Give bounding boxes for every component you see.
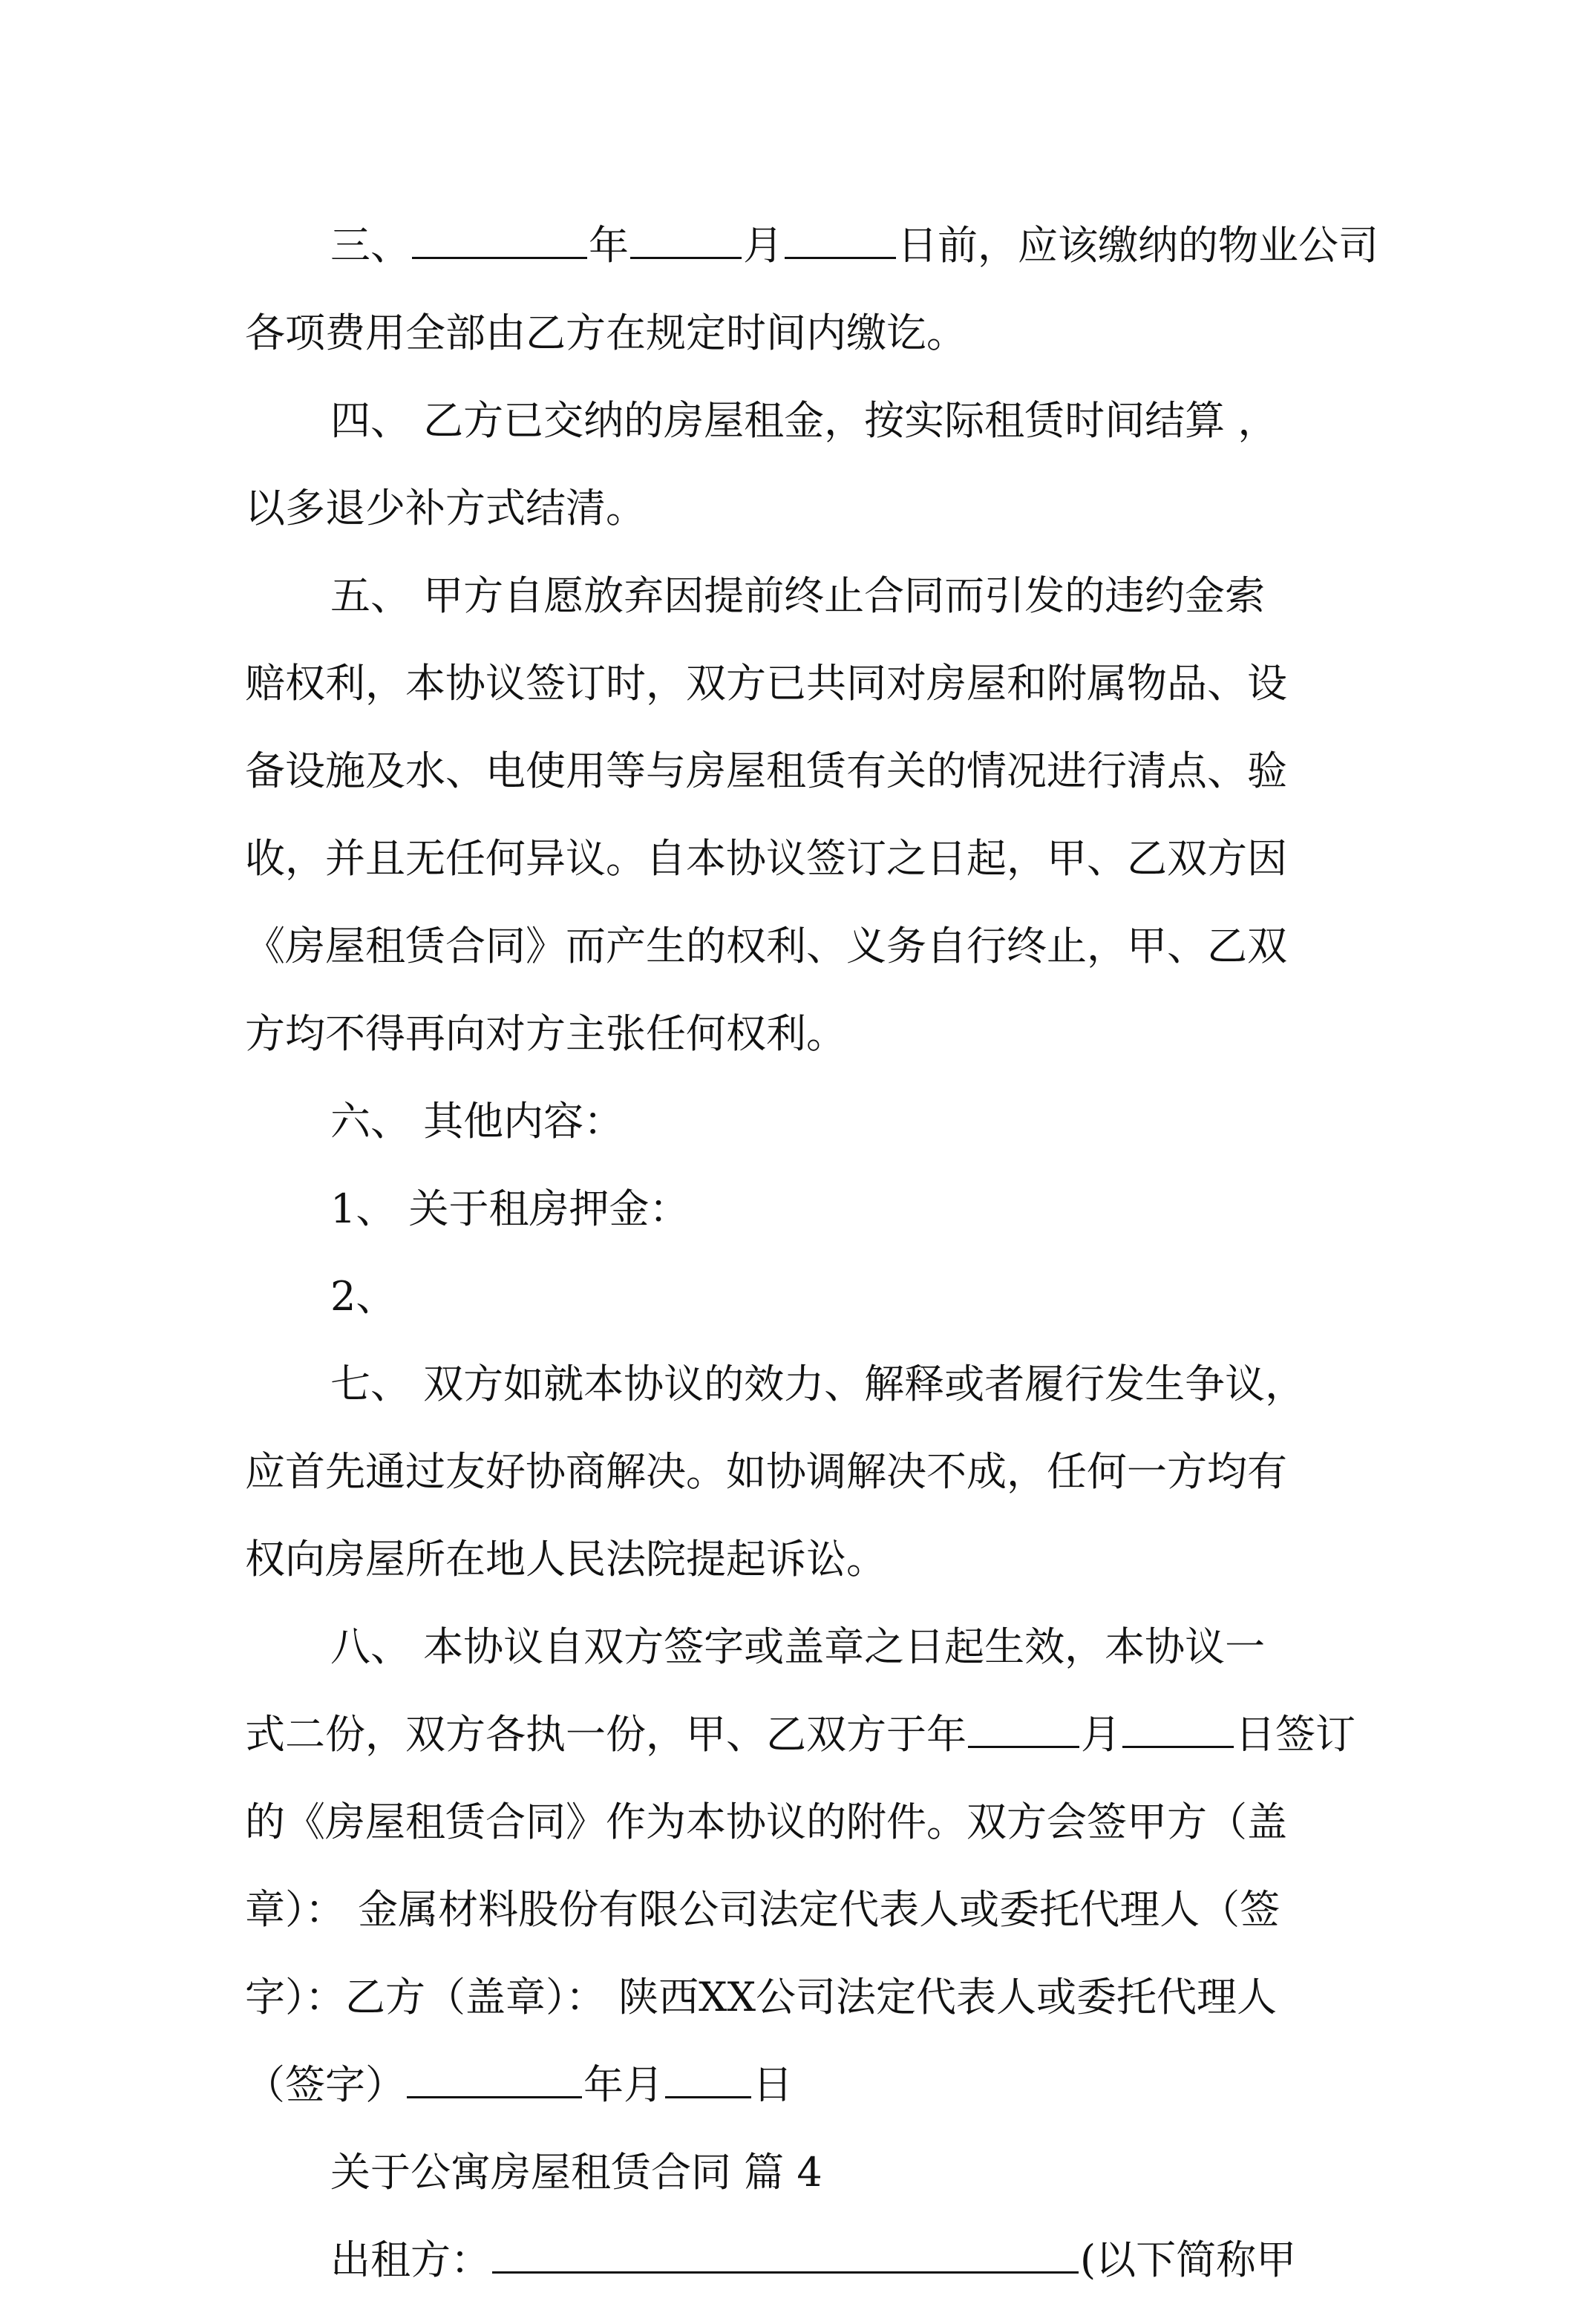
text-segment: 月	[1081, 1711, 1121, 1758]
text-segment: 收，并且无任何异议。自本协议签订之日起，甲、乙双方因	[245, 835, 1287, 882]
fill-in-blank	[630, 218, 742, 259]
text-segment: 七、 双方如就本协议的效力、解释或者履行发生争议，	[330, 1361, 1306, 1407]
fill-in-blank	[968, 1707, 1079, 1748]
text-line	[245, 1253, 1373, 1341]
text-segment: 应首先通过友好协商解决。如协调解决不成，任何一方均有	[245, 1448, 1287, 1495]
text-line	[245, 903, 1373, 990]
text-line	[245, 202, 1378, 289]
text-line	[245, 640, 1373, 727]
fill-in-blank	[785, 218, 896, 259]
text-line	[245, 1516, 1373, 1603]
text-segment: 日签订	[1235, 1711, 1355, 1758]
text-segment: 关于公寓房屋租赁合同 篇 4	[330, 2149, 822, 2196]
text-segment: 年	[589, 222, 629, 269]
text-segment: 各项费用全部由乙方在规定时间内缴讫。	[245, 310, 967, 356]
text-segment: 出租方：	[330, 2236, 491, 2283]
fill-in-blank	[412, 218, 587, 259]
text-segment: 2、	[330, 1273, 396, 1320]
text-segment: 式二份，双方各执一份，甲、乙双方于年	[245, 1711, 967, 1758]
text-line	[245, 2041, 1373, 2129]
text-line	[245, 1428, 1373, 1516]
fill-in-blank	[492, 2233, 1079, 2274]
fill-in-blank	[1122, 1707, 1234, 1748]
text-line	[245, 1603, 1373, 1691]
fill-in-blank	[407, 2058, 582, 2098]
text-line	[245, 990, 1373, 1078]
fill-in-blank	[665, 2058, 751, 2098]
text-segment: 月	[743, 222, 783, 269]
text-segment: 日前，应该缴纳的物业公司	[897, 222, 1378, 269]
text-segment: 以多退少补方式结清。	[245, 485, 646, 531]
text-line	[245, 1778, 1373, 1866]
text-line	[245, 815, 1373, 903]
text-segment: 三、	[330, 222, 411, 269]
text-segment: 赔权利，本协议签订时，双方已共同对房屋和附属物品、设	[245, 660, 1287, 707]
text-segment: 日	[753, 2061, 793, 2108]
text-segment: 五、 甲方自愿放弃因提前终止合同而引发的违约金索	[330, 572, 1266, 619]
text-line	[245, 289, 1373, 377]
text-segment: 年月	[583, 2061, 664, 2108]
text-segment: 方均不得再向对方主张任何权利。	[245, 1010, 846, 1057]
text-segment: 的《房屋租赁合同》作为本协议的附件。双方会签甲方（盖	[245, 1799, 1287, 1845]
text-line	[245, 552, 1373, 640]
text-segment: 章）： 金属材料股份有限公司法定代表人或委托代理人（签	[245, 1886, 1281, 1933]
text-segment: 六、 其他内容：	[330, 1098, 624, 1145]
text-line	[245, 1866, 1373, 1954]
text-line	[245, 1078, 1373, 1165]
document-body	[245, 202, 1378, 2304]
text-segment: 八、 本协议自双方签字或盖章之日起生效，本协议一	[330, 1623, 1266, 1670]
text-line	[245, 1165, 1373, 1253]
text-line	[245, 727, 1373, 815]
text-segment: 《房屋租赁合同》而产生的权利、义务自行终止，甲、乙双	[245, 923, 1287, 969]
text-segment: 1、 关于租房押金：	[330, 1185, 690, 1232]
text-line	[245, 465, 1373, 552]
text-line	[245, 2216, 1373, 2304]
text-segment: 字）：乙方（盖章）： 陕西XX公司法定代表人或委托代理人	[245, 1974, 1278, 2020]
text-segment: 备设施及水、电使用等与房屋租赁有关的情况进行清点、验	[245, 747, 1287, 794]
text-line	[245, 1954, 1373, 2041]
text-line	[245, 2129, 1373, 2216]
text-line	[245, 1691, 1373, 1778]
text-segment: 四、 乙方已交纳的房屋租金，按实际租赁时间结算 ，	[330, 397, 1278, 444]
text-segment: （签字）	[245, 2061, 405, 2108]
text-segment: (以下简称甲	[1080, 2236, 1297, 2283]
text-line	[245, 1341, 1373, 1428]
text-segment: 权向房屋所在地人民法院提起诉讼。	[245, 1536, 886, 1583]
text-line	[245, 377, 1373, 465]
